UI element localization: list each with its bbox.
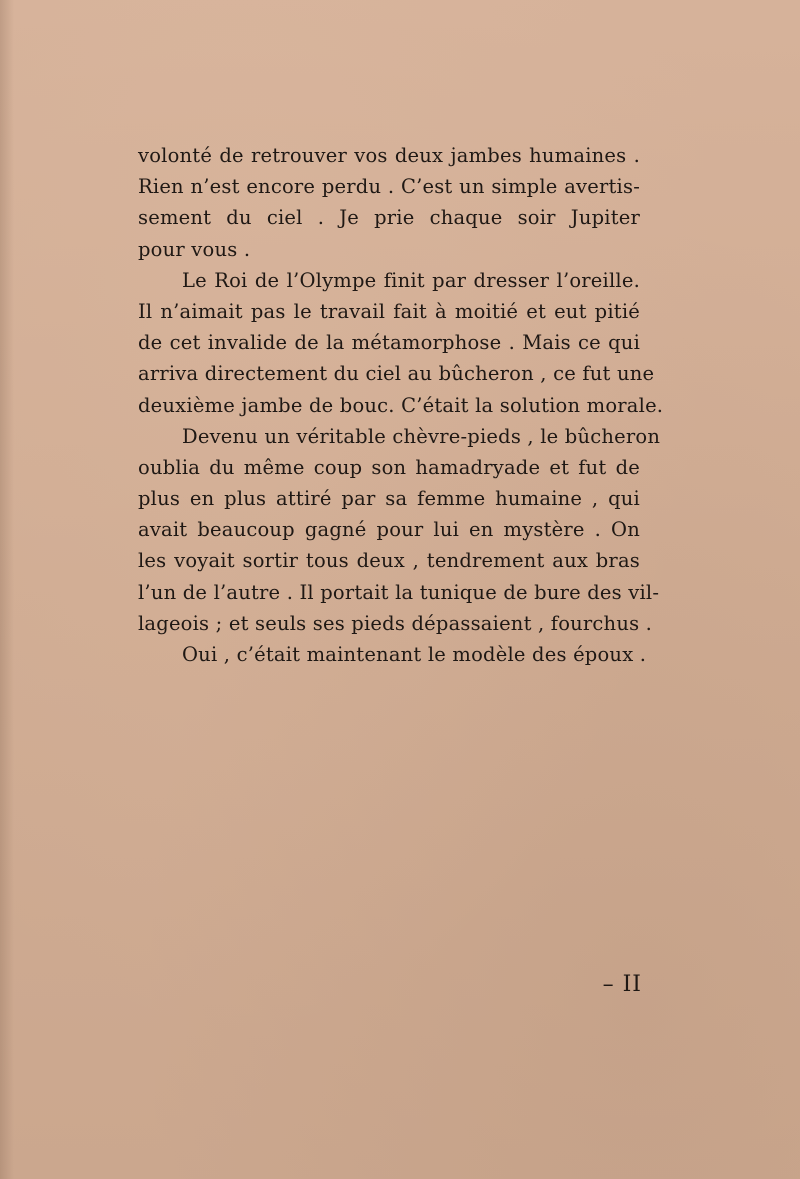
text-line: les voyait sortir tous deux , tendrement aux bras <box>138 549 640 573</box>
text-line: plus en plus attiré par sa femme humaine , qui <box>138 487 640 511</box>
text-line: oublia du même coup son hamadryade et fut de <box>138 455 640 479</box>
text-line: volonté de retrouver vos deux jambes humaines . <box>138 144 640 167</box>
text-line: Il n’aimait pas le travail fait à moitié et eut pitié <box>138 299 640 323</box>
text-line: lageois ; et seuls ses pieds dépassaient , fourchus . <box>138 611 653 635</box>
text-line: Le Roi de l’Olympe finit par dresser l’oreille. <box>182 268 640 292</box>
page-number: – II <box>602 972 642 997</box>
text-line: pour vous . <box>138 237 251 261</box>
text-line: sement du ciel . Je prie chaque soir Jupiter <box>138 206 640 230</box>
text-line: avait beaucoup gagné pour lui en mystère . On <box>138 518 640 542</box>
text-line: l’un de l’autre . Il portait la tunique de bure des vil- <box>138 580 660 604</box>
text-line: arriva directement du ciel au bûcheron , ce fut une <box>138 362 655 386</box>
text-line: Devenu un véritable chèvre-pieds , le bûcheron <box>182 424 661 448</box>
text-line: de cet invalide de la métamorphose . Mais ce qui <box>138 331 640 355</box>
text-line: deuxième jambe de bouc. C’était la solution morale. <box>138 393 664 417</box>
text-line: Oui , c’était maintenant le modèle des époux . <box>182 643 647 666</box>
page-edge-shadow <box>0 0 14 1179</box>
body-text <box>138 140 664 670</box>
text-line: Rien n’est encore perdu . C’est un simple avertis- <box>138 175 640 199</box>
